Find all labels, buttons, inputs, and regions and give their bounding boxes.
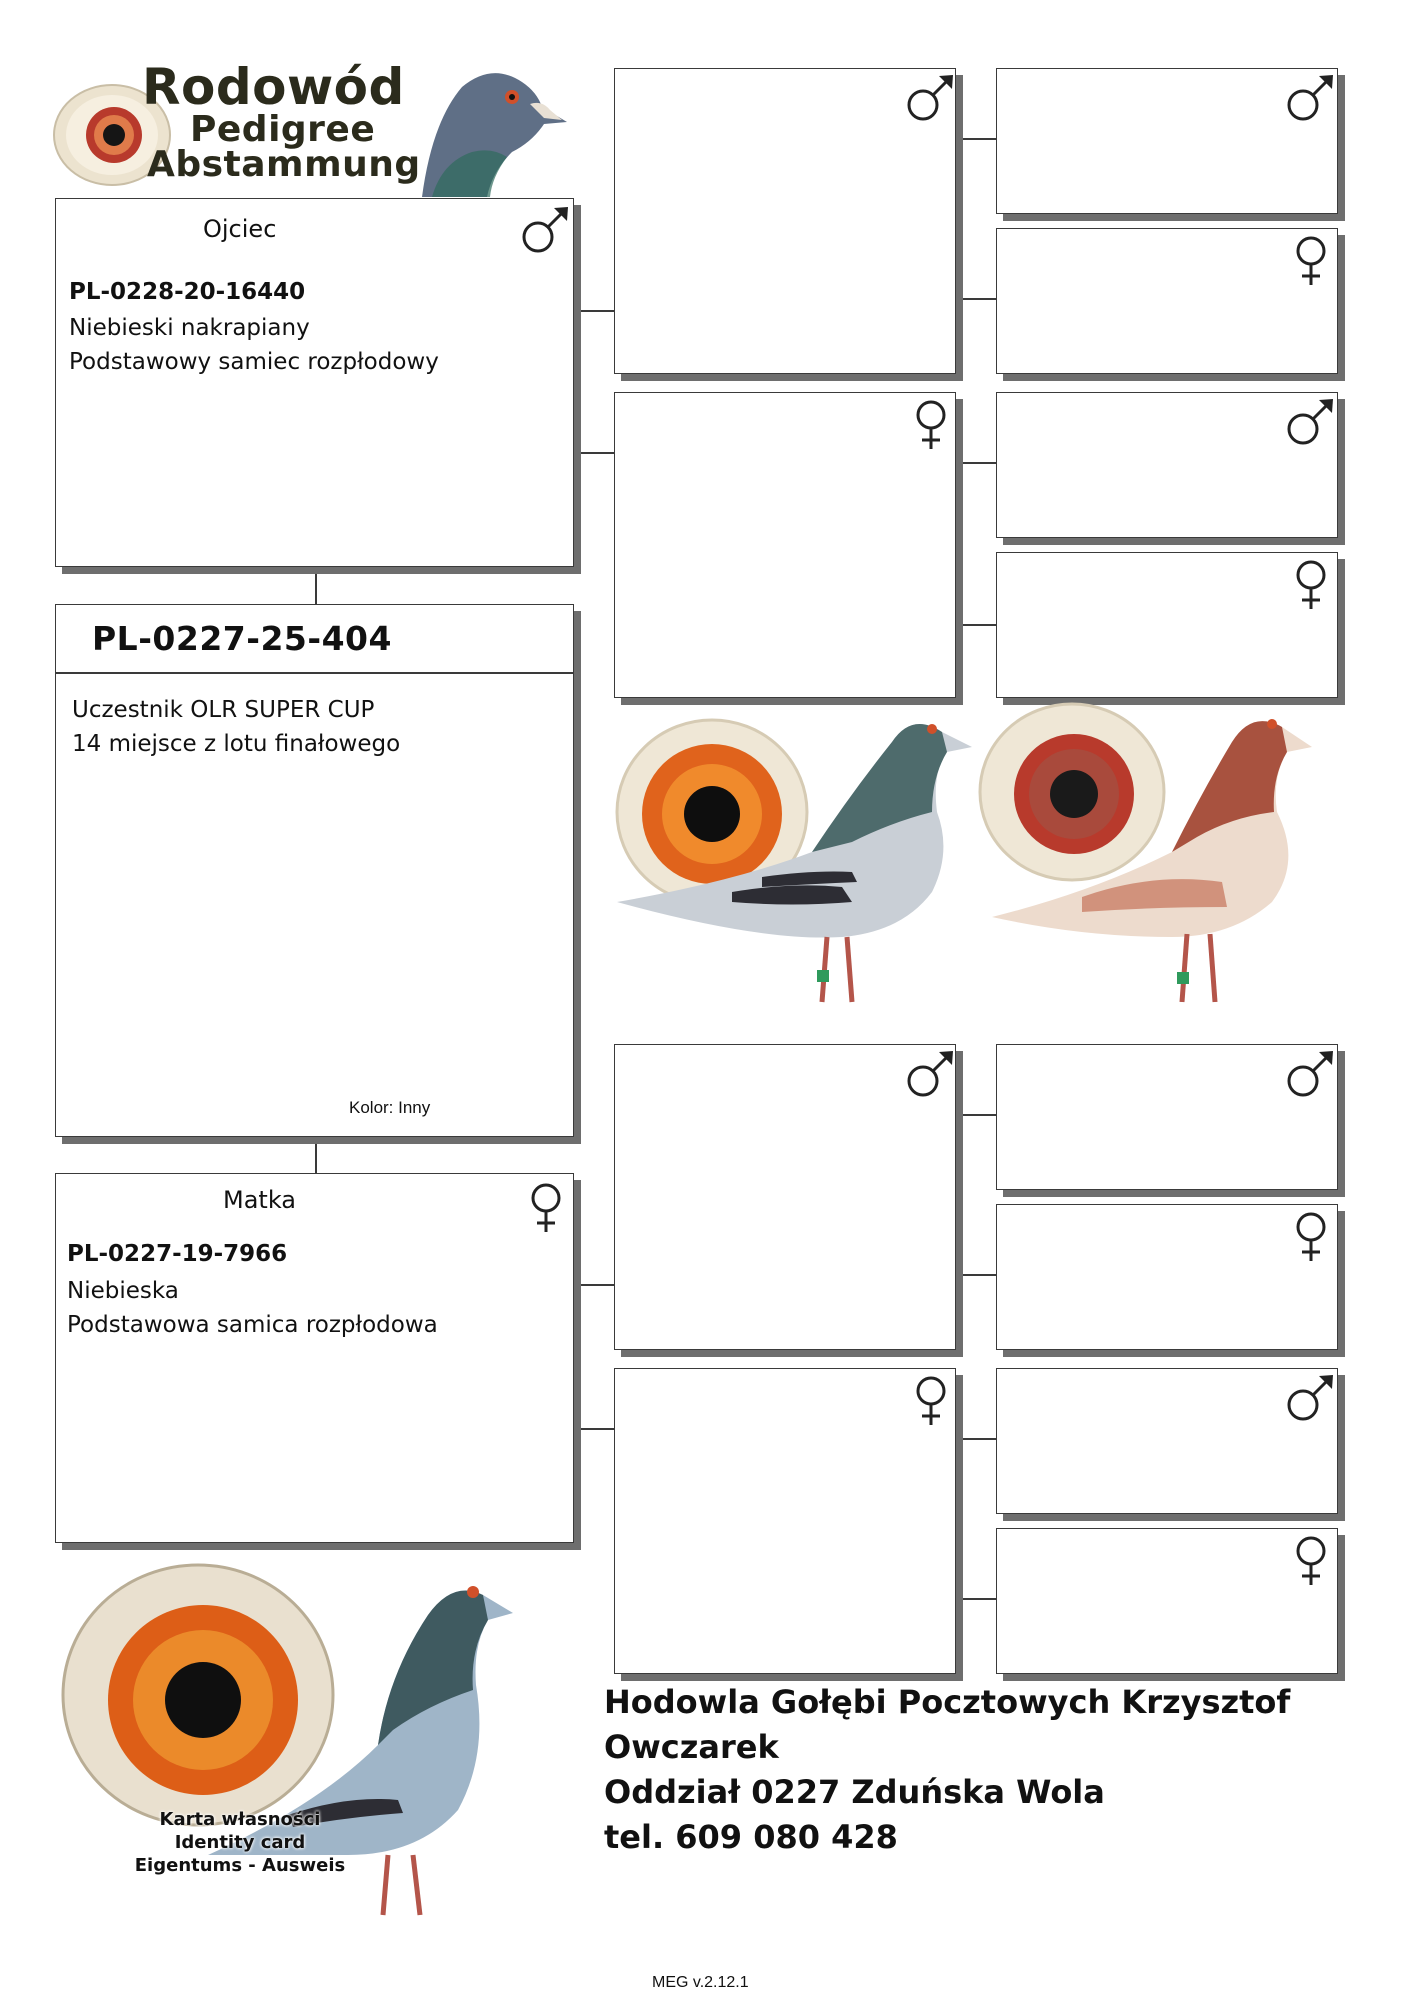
gen3-card-8[interactable]	[996, 1528, 1338, 1674]
connector-gen3-c	[956, 462, 996, 464]
mother-label: Matka	[223, 1186, 297, 1214]
version-label: MEG v.2.12.1	[652, 1974, 749, 1991]
subject-line-2: 14 miejsce z lotu finałowego	[72, 731, 401, 757]
mother-sire-card[interactable]	[614, 1044, 956, 1350]
subject-card[interactable]	[55, 604, 574, 1137]
title-rodowod: Rodowód	[142, 58, 405, 116]
gen3-card-7[interactable]	[996, 1368, 1338, 1514]
connector-father-gen2b	[574, 452, 614, 454]
male-icon	[1283, 71, 1339, 127]
mother-note: Podstawowa samica rozpłodowa	[67, 1312, 438, 1338]
father-label: Ojciec	[203, 215, 277, 243]
father-ring-number: PL-0228-20-16440	[69, 279, 306, 305]
father-color: Niebieski nakrapiany	[69, 315, 310, 341]
female-icon	[1283, 555, 1339, 611]
header-logo	[52, 58, 572, 197]
male-icon	[518, 203, 574, 259]
connector-father-gen2	[574, 310, 614, 312]
breeder-phone: tel. 609 080 428	[604, 1818, 898, 1856]
gen3-card-1[interactable]	[996, 68, 1338, 214]
father-card[interactable]	[55, 198, 574, 567]
connector-gen3-b	[956, 298, 996, 300]
connector-gen3-h	[956, 1598, 996, 1600]
father-note: Podstawowy samiec rozpłodowy	[69, 349, 439, 375]
gen3-card-5[interactable]	[996, 1044, 1338, 1190]
connector-gen3-d	[956, 624, 996, 626]
subject-divider	[56, 672, 573, 674]
breeder-name: Hodowla Gołębi Pocztowych Krzysztof Owczarek	[604, 1683, 1291, 1766]
connector-gen3-g	[956, 1438, 996, 1440]
identity-line-2: Identity card	[174, 1832, 306, 1853]
connector-subject-mother	[315, 1136, 317, 1174]
subject-line-1: Uczestnik OLR SUPER CUP	[72, 697, 375, 723]
connector-gen3-f	[956, 1274, 996, 1276]
female-icon	[1283, 1207, 1339, 1263]
female-icon	[518, 1178, 574, 1234]
subject-pigeons-image	[612, 702, 1342, 1040]
female-icon	[1283, 1531, 1339, 1587]
mother-ring-number: PL-0227-19-7966	[67, 1241, 288, 1267]
connector-mother-gen2	[574, 1284, 614, 1286]
breeder-info	[604, 1680, 1404, 1860]
mother-dam-card[interactable]	[614, 1368, 956, 1674]
father-dam-card[interactable]	[614, 392, 956, 698]
connector-mother-gen2b	[574, 1428, 614, 1430]
identity-line-1: Karta własności	[159, 1809, 321, 1830]
male-icon	[903, 1047, 959, 1103]
subject-ring-number: PL-0227-25-404	[92, 619, 392, 658]
identity-card-caption	[120, 1808, 360, 1877]
identity-line-3: Eigentums - Ausweis	[134, 1855, 346, 1876]
gen3-card-3[interactable]	[996, 392, 1338, 538]
pigeon-head-icon	[412, 62, 572, 197]
male-icon	[1283, 1047, 1339, 1103]
eye-right-icon	[980, 704, 1164, 880]
connector-father-subject	[315, 566, 317, 606]
connector-gen3-a	[956, 138, 996, 140]
mother-card[interactable]	[55, 1173, 574, 1543]
gen3-card-6[interactable]	[996, 1204, 1338, 1350]
father-sire-card[interactable]	[614, 68, 956, 374]
subject-color-label: Kolor: Inny	[349, 1098, 431, 1117]
male-icon	[903, 71, 959, 127]
title-pedigree: Pedigree	[190, 109, 376, 150]
eye-large-icon	[63, 1565, 333, 1825]
identity-card-image	[58, 1555, 578, 1935]
breeder-branch: Oddział 0227 Zduńska Wola	[604, 1773, 1105, 1811]
male-icon	[1283, 395, 1339, 451]
female-icon	[903, 1371, 959, 1427]
connector-gen3-e	[956, 1114, 996, 1116]
female-icon	[903, 395, 959, 451]
female-icon	[1283, 231, 1339, 287]
mother-color: Niebieska	[67, 1278, 179, 1304]
title-abstammung: Abstammung	[147, 144, 421, 185]
gen3-card-2[interactable]	[996, 228, 1338, 374]
male-icon	[1283, 1371, 1339, 1427]
gen3-card-4[interactable]	[996, 552, 1338, 698]
